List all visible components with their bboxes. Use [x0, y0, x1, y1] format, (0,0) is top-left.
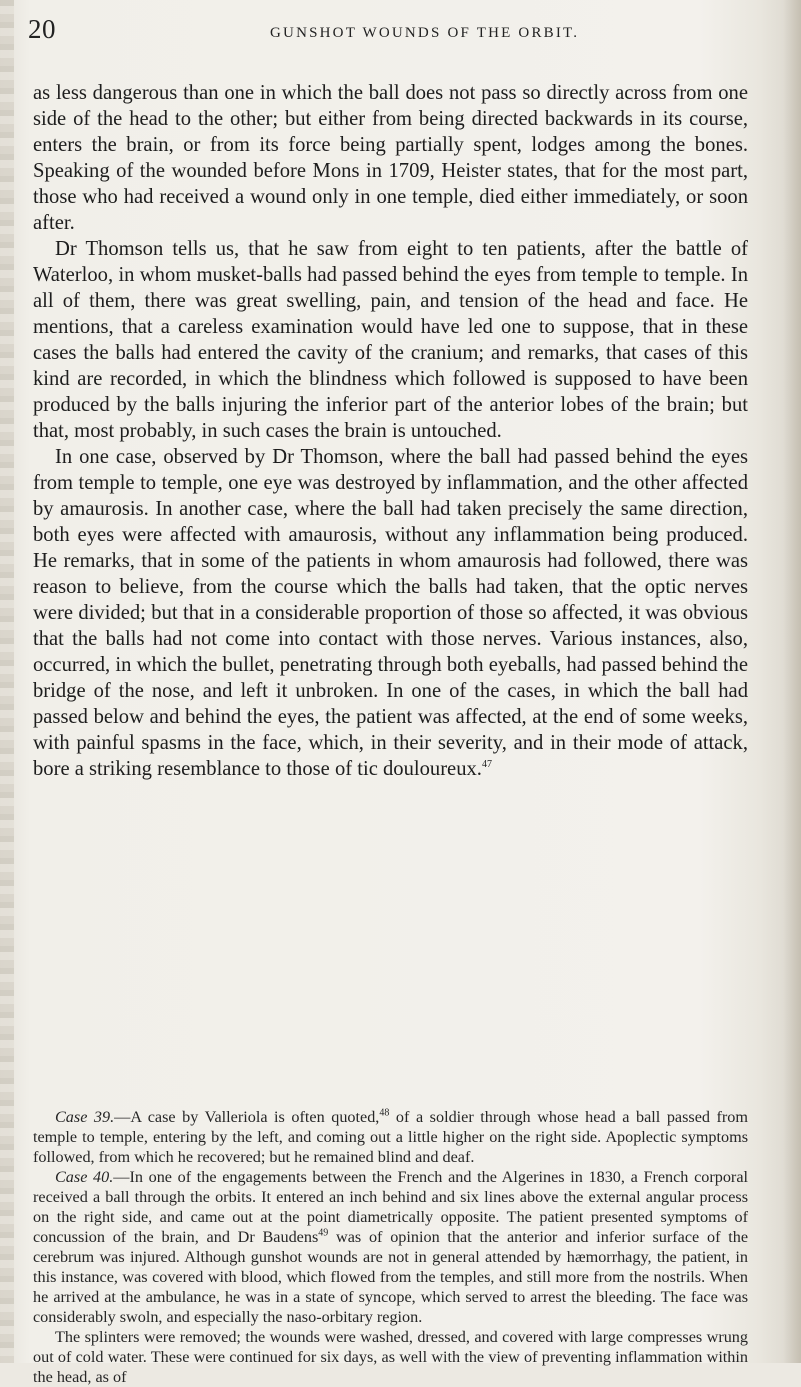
case-40 [33, 1167, 748, 1327]
footnote-ref-48: 48 [379, 1107, 390, 1119]
case-40-treatment: The splinters were removed; the wounds were washed, dressed, and covered with large compresses wrung out of cold water. These were continued for six days, as well with the view of preventing inflammation within the head, as of [33, 1328, 748, 1386]
case-40-text-a: —In one of the engagements between the French and the Algerines in 1830, a French corporal received a ball through the orbits. It entered an inch behind and six lines above the external angular process on the right side, and came out at the point diametrically opposite. The patient presented symptoms of concussion of the brain, and Dr Baudens [33, 1168, 748, 1246]
paragraph-thomson-cases [33, 444, 748, 782]
case-39 [33, 1107, 748, 1167]
page-header [28, 14, 680, 46]
running-title: GUNSHOT WOUNDS OF THE ORBIT. [270, 25, 580, 41]
case-40-label: Case 40. [55, 1168, 114, 1186]
paragraph-thomson-cases-text: In one case, observed by Dr Thomson, where the ball had passed behind the eyes from temple to temple, one eye was destroyed by inflammation, and the other affected by amaurosis. In another case, where the ball had taken precisely the same direction, both eyes were affected with amaurosis, without any inflammation being produced. He remarks, that in some of the patients in whom amaurosis had followed, there was reason to believe, from the course which the balls had taken, that the optic nerves were divided; but that in a considerable proportion of those so affected, it was obvious that the balls had not come into contact with those nerves. Various instances, also, occurred, in which the bullet, penetrating through both eyeballs, had passed behind the bridge of the nose, and left it unbroken. In one of the cases, in which the ball had passed below and behind the eyes, the patient was affected, at the end of some weeks, with painful spasms in the face, which, in their severity, and in their mode of attack, bore a striking resemblance to those of tic douloureux. [33, 446, 748, 780]
page-number: 20 [28, 14, 56, 44]
main-text [33, 80, 748, 782]
case-39-text-a: —A case by Valleriola is often quoted, [114, 1108, 380, 1126]
paragraph-continued: as less dangerous than one in which the ball does not pass so directly across from one side of the head to the other; but either from being directed backwards in its course, enters the brain, or from its force being partially spent, lodges among the bones. Speaking of the wounded before Mons in 1709, Heister states, that for the most part, those who had received a wound only in one temple, died either immediately, or soon after. [33, 82, 748, 234]
footnote-ref-47: 47 [481, 759, 492, 771]
case-39-label: Case 39. [55, 1108, 115, 1126]
case-notes [33, 1107, 748, 1387]
footnote-ref-49: 49 [318, 1227, 329, 1239]
case-39-text-b: of a soldier through whose head a ball passed from temple to temple, entering by the left, and coming out a little higher on the right side. Apoplectic symptoms followed, from which he recovered; but he remained blind and deaf. [33, 1108, 748, 1166]
case-40-text-b: was of opinion that the anterior and inferior surface of the cerebrum was injured. Although gunshot wounds are not in general attended by hæmorrhagy, the patient, in this instance, was covered with blood, which flowed from the temples, and still more from the nostrils. When he arrived at the ambulance, he was in a state of syncope, which served to arrest the bleeding. The face was considerably swoln, and especially the naso-orbitary region. [33, 1228, 749, 1326]
paragraph-thomson: Dr Thomson tells us, that he saw from eight to ten patients, after the battle of Waterloo, in whom musket-balls had passed behind the eyes from temple to temple. In all of them, there was great swelling, pain, and tension of the head and face. He mentions, that a careless examination would have led one to suppose, that in these cases the balls had entered the cavity of the cranium; and remarks, that cases of this kind are recorded, in which the blindness which followed is supposed to have been produced by the balls injuring the inferior part of the anterior lobes of the brain; but that, most probably, in such cases the brain is untouched. [33, 238, 748, 442]
page-edge-shadow [783, 0, 801, 1363]
binding-edge [0, 0, 14, 1363]
